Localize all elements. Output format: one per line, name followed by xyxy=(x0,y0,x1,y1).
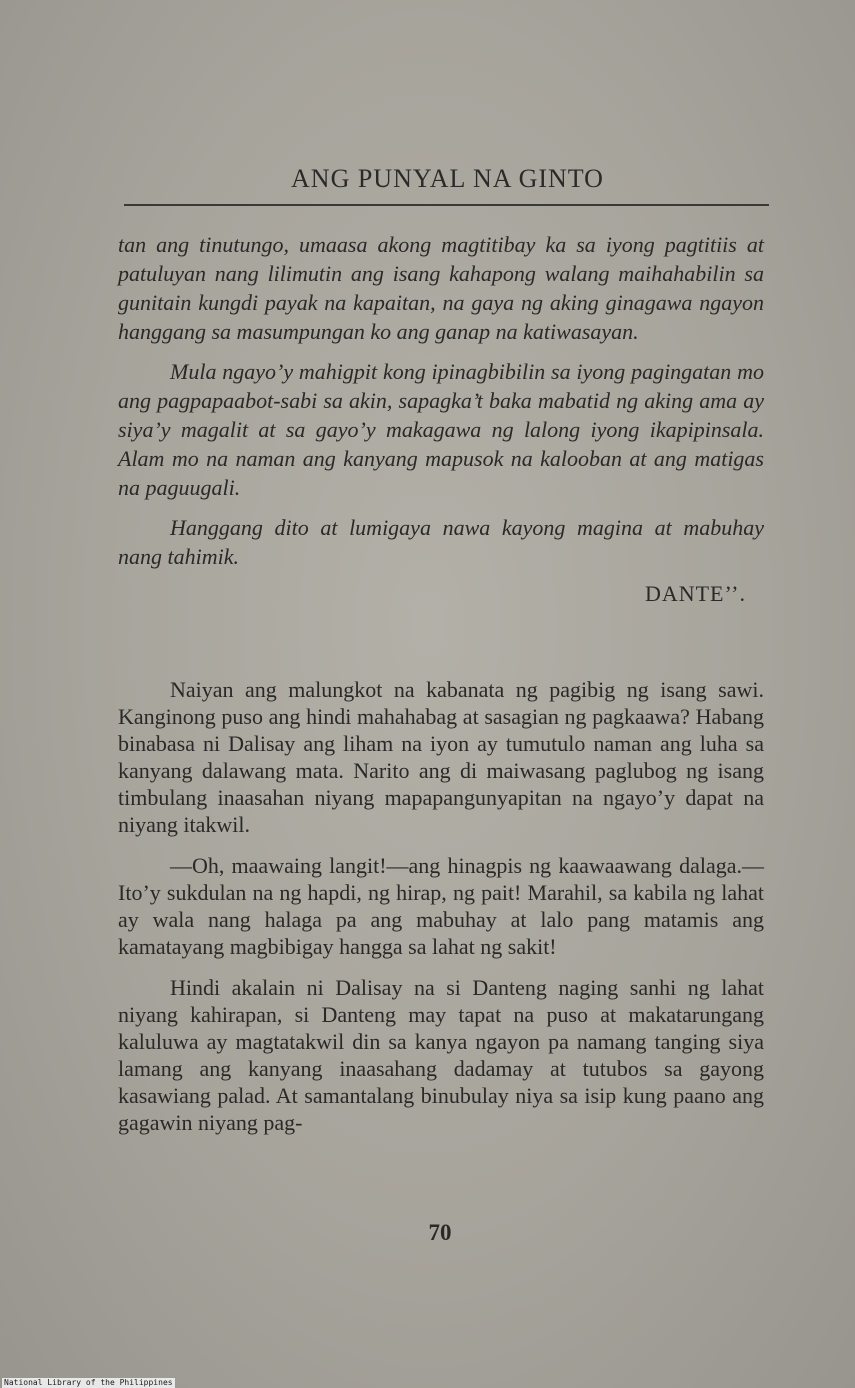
letter-paragraph-3: Hanggang dito at lumigaya nawa kayong magina at mabuhay nang tahimik. xyxy=(118,515,764,569)
narrative-text xyxy=(118,676,764,1136)
body-paragraph-3: Hindi akalain ni Dalisay na si Danteng naging sanhi ng lahat niyang kahirapan, si Danteng may tapat na puso at makatarungang kaluluwa ay magtatakwil din sa kanya ngayon pa namang tanging siya lamang ang kanyang inaasahang dadamay at tutubos sa gayong kasawiang palad. At samantalang binubulay niya sa isip kung paano ang gagawin niyang pag- xyxy=(118,975,764,1135)
library-credit: National Library of the Philippines xyxy=(4,1378,173,1387)
page-number: 70 xyxy=(428,1220,452,1245)
header-rule xyxy=(124,204,769,206)
letter-paragraph-2: Mula ngayo’y mahigpit kong ipinagbibilin sa iyong pagingatan mo ang pagpapaabot-sabi sa akin, sapagka’t baka mabatid ng aking ama ay siya’y magalit at sa gayo’y makagawa ng lalong iyong ikapipinsala. Alam mo na naman ang kanyang mapusok na kalooban at ang matigas na paguugali. xyxy=(118,359,764,500)
body-paragraph-2: —Oh, maawaing langit!—ang hinagpis ng kaawaawang dalaga.—Ito’y sukdulan na ng hapdi, ng hirap, ng pait! Marahil, sa kabila ng lahat ay wala nang halaga pa ang mabuhay at lalo pang matamis ang kamatayang magbibigay hangga sa lahat ng sakit! xyxy=(118,853,764,959)
body-paragraph-1: Naiyan ang malungkot na kabanata ng pagibig ng isang sawi. Kanginong puso ang hindi mahahabag at sasagian ng pagkaawa? Habang binabasa ni Dalisay ang liham na iyon ay tumutulo naman ang luha sa kanyang dalawang mata. Narito ang di maiwasang paglubog ng isang timbulang inaasahan niyang mapapangunyapitan na ngayo’y dapat na niyang itakwil. xyxy=(118,677,764,837)
letter-paragraph-1: tan ang tinutungo, umaasa akong magtitibay ka sa iyong pagtitiis at patuluyan nang lilimutin ang isang kahapong walang maihahabilin sa gunitain kungdi payak na kapaitan, na gaya ng aking ginagawa ngayon hanggang sa masumpungan ko ang ganap na katiwasayan. xyxy=(118,232,764,344)
letter-excerpt xyxy=(118,230,764,607)
letter-signature: DANTE’’. xyxy=(644,581,746,606)
running-title: ANG PUNYAL NA GINTO xyxy=(291,164,604,193)
